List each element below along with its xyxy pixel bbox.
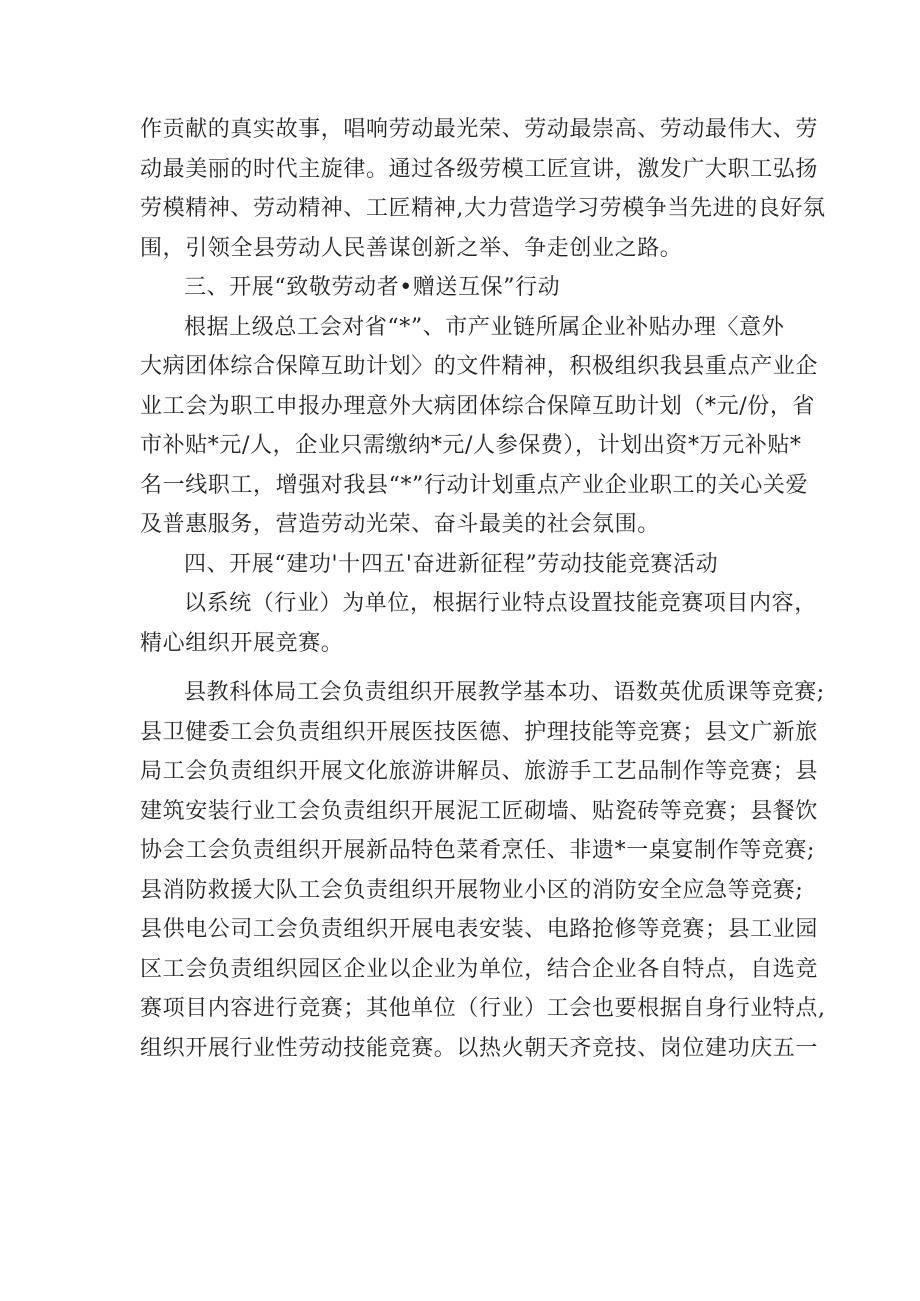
section-heading-4 xyxy=(140,545,800,585)
paragraph-competition-intro xyxy=(140,584,817,663)
text-line: 县卫健委工会负责组织开展医技医德、护理技能等竞赛；县文广新旅 xyxy=(140,719,819,745)
text-line: 劳模精神、劳动精神、工匠精神,大力营造学习劳模争当先进的良好氛 xyxy=(140,196,826,221)
text-line: 协会工会负责组织开展新品特色菜肴烹任、非遗*一桌宴制作等竞赛; xyxy=(140,838,816,863)
text-line: 业工会为职工申报办理意外大病团体综合保障互助计划（*元/份，省 xyxy=(140,393,816,419)
text-line: 县供电公司工会负责组织开展电表安装、电路抢修等竞赛；县工业园 xyxy=(140,917,819,942)
text-line: 根据上级总工会对省“*”、市产业链所属企业补贴办理〈意外 xyxy=(184,314,785,340)
section-heading-3 xyxy=(140,268,800,308)
text-line: 区工会负责组织园区企业以企业为单位，结合企业各自特点，自选竞 xyxy=(140,956,819,982)
text-line: 局工会负责组织开展文化旅游讲解员、旅游手工艺品制作等竞赛；县 xyxy=(140,759,819,784)
text-line: 市补贴*元/人，企业只需缴纳*元/人参保费），计划出资*万元补贴* xyxy=(140,433,802,458)
text-line: 建筑安装行业工会负责组织开展泥工匠砌墙、贴瓷砖等竞赛；县餐饮 xyxy=(140,798,819,824)
text-line: 作贡献的真实故事，唱响劳动最光荣、劳动最崇高、劳动最伟大、劳 xyxy=(140,117,819,142)
text-line: 精心组织开展竞赛。 xyxy=(140,630,344,656)
text-line: 动最美丽的时代主旋律。通过各级劳模工匠宣讲，激发广大职工弘扬 xyxy=(140,156,819,182)
text-line: 县教科体局工会负责组织开展教学基本功、语数英优质课等竞赛; xyxy=(184,680,825,705)
paragraph-insurance xyxy=(140,308,819,545)
text-line: 以系统（行业）为单位，根据行业特点设置技能竞赛项目内容， xyxy=(184,591,817,616)
heading-text: 四、开展“建功'十四五'奋进新征程”劳动技能竞赛活动 xyxy=(184,551,719,577)
text-line: 赛项目内容进行竞赛；其他单位（行业）工会也要根据自身行业特点, xyxy=(140,996,826,1021)
text-line: 大病团体综合保障互助计划〉的文件精神，积极组织我县重点产业企 xyxy=(140,354,819,379)
text-line: 县消防救援大队工会负责组织开展物业小区的消防安全应急等竞赛; xyxy=(140,877,804,903)
text-line: 名一线职工，增强对我县“*”行动计划重点产业企业职工的关心关爱 xyxy=(140,472,809,498)
heading-text: 三、开展“致敬劳动者•赠送互保”行动 xyxy=(184,275,561,300)
text-line: 及普惠服务，营造劳动光荣、奋斗最美的社会氛围。 xyxy=(140,512,660,537)
paragraph-competition-details xyxy=(140,673,826,1068)
text-line: 围，引领全县劳动人民善谋创新之举、争走创业之路。 xyxy=(140,235,683,261)
paragraph-continuation xyxy=(140,110,826,268)
text-line: 组织开展行业性劳动技能竞赛。以热火朝天齐竞技、岗位建功庆五一 xyxy=(140,1035,819,1061)
paragraph-gap xyxy=(140,663,800,673)
document-body xyxy=(140,110,826,1068)
